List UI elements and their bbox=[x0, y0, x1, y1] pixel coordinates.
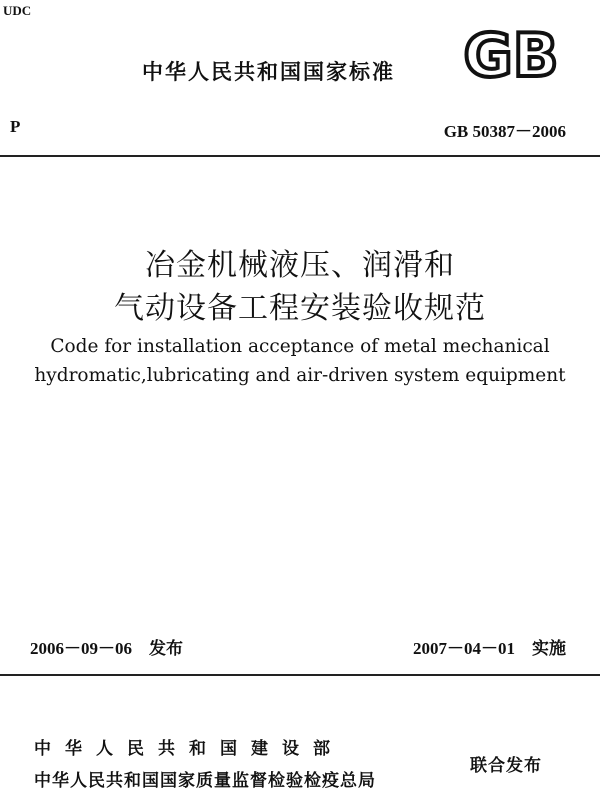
top-divider bbox=[0, 155, 600, 157]
gb-logo-icon bbox=[456, 22, 566, 84]
title-cn-line2: 气动设备工程安装验收规范 bbox=[114, 291, 486, 326]
standard-title: 中华人民共和国国家标准 bbox=[142, 60, 395, 84]
publisher-dept1: 中华人民共和国建设部 bbox=[34, 739, 344, 759]
title-en-line2: hydromatic,lubricating and air-driven system equipment bbox=[34, 365, 566, 386]
bottom-divider bbox=[0, 674, 600, 676]
udc-label: UDC bbox=[3, 3, 32, 18]
category-code: P bbox=[10, 117, 21, 136]
title-en-line1: Code for installation acceptance of metal mechanical bbox=[50, 336, 550, 357]
publisher-dept2: 中华人民共和国国家质量监督检验检疫总局 bbox=[34, 771, 376, 791]
issue-date: 2006－09－06 发布 bbox=[30, 639, 183, 658]
svg-text:GB: GB bbox=[463, 22, 559, 84]
implement-date: 2007－04－01 实施 bbox=[413, 639, 566, 658]
standard-code: GB 50387－2006 bbox=[443, 122, 566, 141]
title-cn-line1: 冶金机械液压、润滑和 bbox=[145, 248, 455, 283]
joint-publish-label: 联合发布 bbox=[470, 756, 542, 776]
